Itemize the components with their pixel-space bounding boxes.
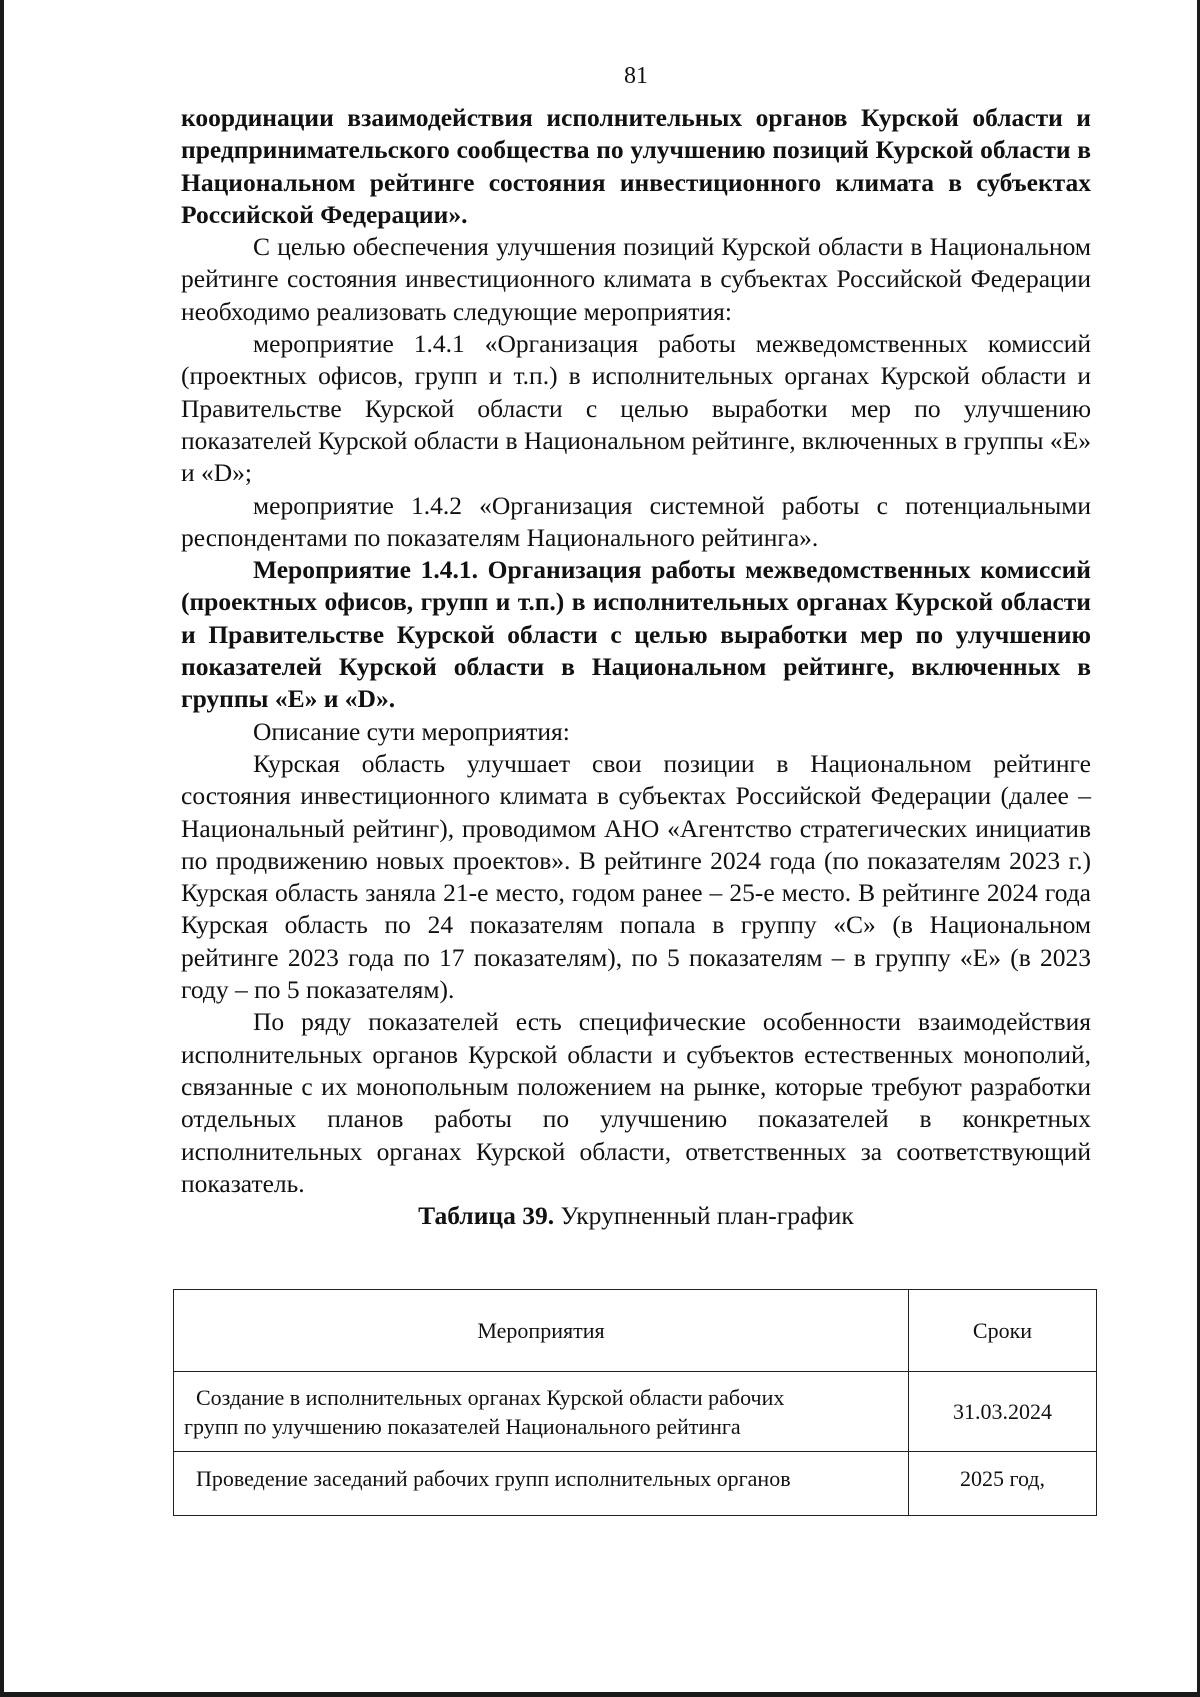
table-cell-event-line: Создание в исполнительных органах Курской области рабочих [196,1384,785,1410]
page-number: 81 [624,63,648,89]
table-cell-date: 31.03.2024 [909,1372,1097,1452]
table-header-dates: Сроки [909,1290,1097,1372]
scan-border-bottom [0,1692,1200,1697]
table-cell-event [174,1372,909,1452]
table-cell-event-line: групп по улучшению показателей Национального рейтинга [184,1413,741,1439]
scan-border-left [0,0,4,1697]
table-caption-title: Укрупненный план-график [560,1201,854,1231]
table-header-row [174,1290,1097,1372]
document-page [181,56,1091,1232]
table-cell-event: Проведение заседаний рабочих групп исполнительных органов [174,1452,909,1516]
table-row [174,1372,1097,1452]
table-caption [181,1200,1091,1232]
measure-heading: Мероприятие 1.4.1. Организация работы межведомственных комиссий (проектных офисов, групп и т.п.) в исполнительных органах Курской области и Правительстве Курской области с целью выработки мер по улучшению показателей Курской области в Национальном рейтинге, включенных в группы «E» и «D». [181,555,1091,714]
description-label: Описание сути мероприятия: [253,716,570,746]
heading-continuation: координации взаимодействия исполнительных органов Курской области и предпринимательского сообщества по улучшению позиций Курской области в Национальном рейтинге состояния инвестиционного климата в субъектах Российской Федерации». [181,103,1091,229]
description-paragraph-2: По ряду показателей есть специфические особенности взаимодействия исполнительных органов Курской области и субъектов естественных монополий, связанные с их монопольным положением на рынке, которые требуют разработки отдельных планов работы по улучшению показателей в конкретных исполнительных органах Курской области, ответственных за соответствующий показатель. [181,1007,1091,1198]
intro-paragraph: С целью обеспечения улучшения позиций Курской области в Национальном рейтинге состояния инвестиционного климата в субъектах Российской Федерации необходимо реализовать следующие мероприятия: [181,232,1091,326]
description-paragraph-1: Курская область улучшает свои позиции в Национальном рейтинге состояния инвестиционного климата в субъектах Российской Федерации (далее – Национальный рейтинг), проводимом АНО «Агентство стратегических инициатив по продвижению новых проектов». В рейтинге 2024 года (по показателям 2023 г.) Курская область заняла 21-е место, годом ранее – 25-е место. В рейтинге 2024 года Курская область по 24 показателям попала в группу «С» (в Национальном рейтинге 2023 года по 17 показателям), по 5 показателям – в группу «Е» (в 2023 году – по 5 показателям). [181,748,1091,1005]
schedule-table [173,1289,1097,1516]
table-caption-number: Таблица 39. [418,1201,555,1231]
measure-1-item: мероприятие 1.4.1 «Организация работы межведомственных комиссий (проектных офисов, групп и т.п.) в исполнительных органах Курской области и Правительстве Курской области с целью выработки мер по улучшению показателей Курской области в Национальном рейтинге, включенных в группы «E» и «D»; [181,329,1091,488]
table-header-events: Мероприятия [174,1290,909,1372]
table-cell-date: 2025 год, [909,1452,1097,1516]
measure-2-item: мероприятие 1.4.2 «Организация системной работы с потенциальными респондентами по показателям Национального рейтинга». [181,490,1091,552]
table-row [174,1452,1097,1516]
